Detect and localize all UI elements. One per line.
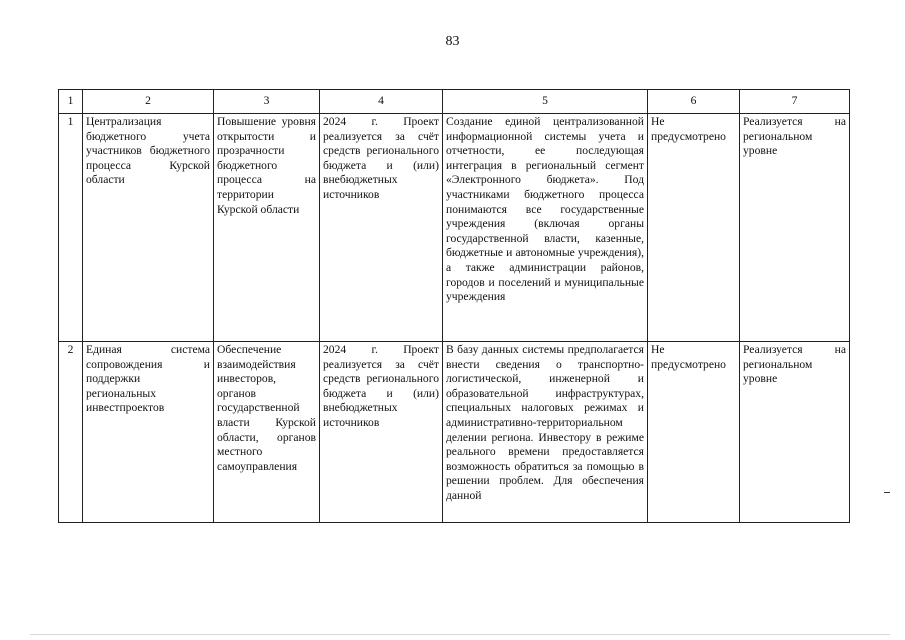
row-number: 1 — [59, 114, 83, 342]
header-cell: 1 — [59, 90, 83, 114]
page-number: 83 — [445, 34, 460, 49]
header-cell: 6 — [648, 90, 740, 114]
scan-mark — [884, 492, 890, 493]
table-row — [59, 114, 850, 342]
project-funding: Не предусмотрено — [648, 342, 740, 523]
header-cell: 3 — [214, 90, 320, 114]
header-cell: 5 — [443, 90, 648, 114]
project-name: Единая система сопровождения и поддержки региональных инвестпроектов — [83, 342, 214, 523]
project-description: Создание единой централизованной информационной системы учета и отчетности, ее последующая интеграция в региональный сегмент «Электронного бюджета». Под участниками бюджетного процесса понимаются все государственные учреждения (включая органы государственной власти, казенные, бюджетные и автономные учреждения), а также администрации районов, городов и поселений и муниципальные учреждения — [443, 114, 648, 342]
project-level: Реализуется на региональном уровне — [740, 342, 850, 523]
scan-edge-line — [30, 634, 890, 635]
table-row — [59, 342, 850, 523]
header-cell: 2 — [83, 90, 214, 114]
project-description: В базу данных системы предполагается внести сведения о транспортно-логистической, инженерной и образовательной инфраструктурах, специальных налоговых режимах и административно-территориальном делении региона. Инвестору в режиме реального времени предоставляется возможность обратиться за помощью в решении проблем. Для обеспечения данной — [443, 342, 648, 523]
project-goal: Обеспечение взаимодействия инвесторов, органов государственной власти Курской области, органов местного самоуправления — [214, 342, 320, 523]
header-cell: 7 — [740, 90, 850, 114]
project-funding: Не предусмотрено — [648, 114, 740, 342]
project-deadline: 2024 г. Проект реализуется за счёт средств регионального бюджета и (или) внебюджетных источников — [320, 342, 443, 523]
project-goal: Повышение уровня открытости и прозрачности бюджетного процесса на территории Курской области — [214, 114, 320, 342]
table-header-row — [59, 90, 850, 114]
project-level: Реализуется на региональном уровне — [740, 114, 850, 342]
project-deadline: 2024 г. Проект реализуется за счёт средств регионального бюджета и (или) внебюджетных источников — [320, 114, 443, 342]
measures-table — [58, 89, 850, 523]
header-cell: 4 — [320, 90, 443, 114]
row-number: 2 — [59, 342, 83, 523]
project-name: Централизация бюджетного учета участников бюджетного процесса Курской области — [83, 114, 214, 342]
